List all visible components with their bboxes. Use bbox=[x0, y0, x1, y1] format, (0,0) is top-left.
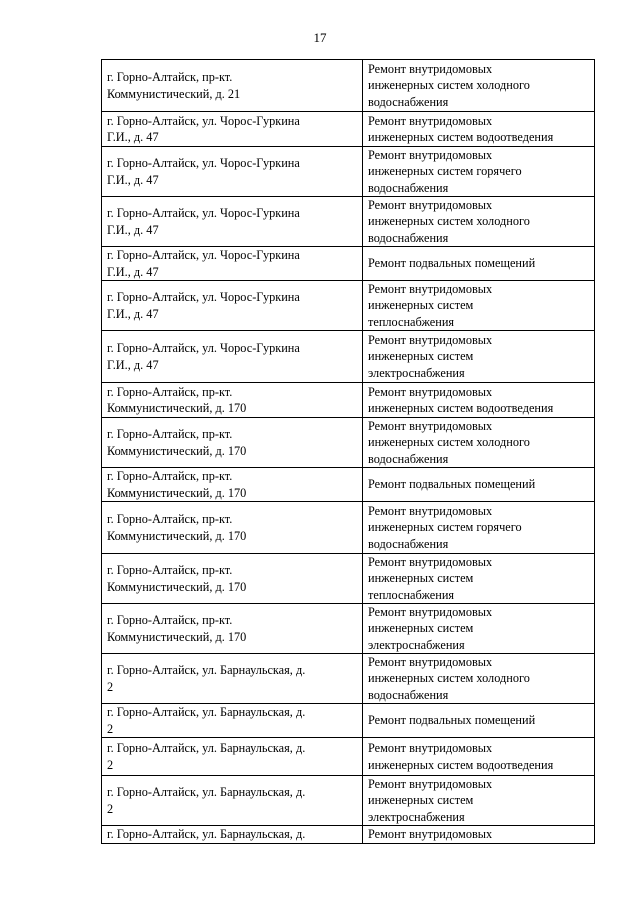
address-cell bbox=[102, 826, 363, 844]
work-cell-line: Ремонт внутридомовых bbox=[368, 655, 493, 670]
address-cell-line: Коммунистический, д. 170 bbox=[107, 528, 247, 543]
work-cell bbox=[363, 704, 595, 738]
address-cell-line: Г.И., д. 47 bbox=[107, 357, 159, 372]
address-cell bbox=[102, 776, 363, 826]
work-cell bbox=[363, 826, 595, 844]
work-cell-line: инженерных систем bbox=[368, 621, 474, 636]
work-cell-line: водоснабжения bbox=[368, 536, 449, 551]
work-cell bbox=[363, 738, 595, 776]
address-cell bbox=[102, 147, 363, 197]
address-cell-line: Г.И., д. 47 bbox=[107, 222, 159, 237]
work-cell-line: инженерных систем холодного bbox=[368, 435, 530, 450]
page-number: 17 bbox=[313, 30, 327, 45]
work-cell bbox=[363, 147, 595, 197]
work-cell-line: инженерных систем горячего bbox=[368, 520, 522, 535]
work-cell-line: Ремонт подвальных помещений bbox=[368, 477, 536, 492]
address-cell-line: г. Горно-Алтайск, ул. Чорос-Гуркина bbox=[107, 206, 300, 221]
work-cell bbox=[363, 197, 595, 247]
table-row bbox=[102, 468, 595, 502]
address-cell-line: г. Горно-Алтайск, ул. Барнаульская, д. bbox=[107, 785, 306, 800]
work-cell-line: Ремонт внутридомовых bbox=[368, 198, 493, 213]
table-row bbox=[102, 197, 595, 247]
repair-table-body bbox=[102, 60, 595, 844]
work-cell-line: теплоснабжения bbox=[368, 587, 455, 602]
table-row bbox=[102, 60, 595, 112]
work-cell bbox=[363, 418, 595, 468]
table-row bbox=[102, 281, 595, 331]
work-cell bbox=[363, 654, 595, 704]
address-cell-line: Коммунистический, д. 170 bbox=[107, 401, 247, 415]
work-cell-line: инженерных систем горячего bbox=[368, 164, 522, 179]
work-cell bbox=[363, 383, 595, 418]
work-cell-line: инженерных систем холодного bbox=[368, 214, 530, 229]
address-cell-line: Г.И., д. 47 bbox=[107, 264, 159, 279]
table-row bbox=[102, 554, 595, 604]
work-cell-line: водоснабжения bbox=[368, 94, 449, 109]
address-cell-line: г. Горно-Алтайск, ул. Барнаульская, д. bbox=[107, 663, 306, 678]
address-cell bbox=[102, 197, 363, 247]
work-cell bbox=[363, 776, 595, 826]
address-cell-line: г. Горно-Алтайск, пр-кт. bbox=[107, 70, 233, 85]
table-row bbox=[102, 502, 595, 554]
address-cell-line: г. Горно-Алтайск, ул. Барнаульская, д. bbox=[107, 705, 306, 720]
address-cell bbox=[102, 247, 363, 281]
work-cell-line: Ремонт внутридомовых bbox=[368, 741, 493, 756]
address-cell-line: Г.И., д. 47 bbox=[107, 130, 159, 144]
address-cell bbox=[102, 383, 363, 418]
work-cell-line: электроснабжения bbox=[368, 365, 465, 380]
address-cell bbox=[102, 331, 363, 383]
table-row bbox=[102, 776, 595, 826]
work-cell-line: Ремонт внутридомовых bbox=[368, 113, 493, 128]
work-cell-line: электроснабжения bbox=[368, 637, 465, 652]
work-cell-line: инженерных систем водоотведения bbox=[368, 757, 554, 772]
address-cell bbox=[102, 468, 363, 502]
work-cell bbox=[363, 554, 595, 604]
address-cell-line: г. Горно-Алтайск, ул. Барнаульская, д. bbox=[107, 827, 306, 841]
address-cell-line: г. Горно-Алтайск, пр-кт. bbox=[107, 613, 233, 628]
address-cell-line: г. Горно-Алтайск, пр-кт. bbox=[107, 427, 233, 442]
work-cell-line: инженерных систем bbox=[368, 298, 474, 313]
work-cell-line: инженерных систем bbox=[368, 349, 474, 364]
table-row bbox=[102, 331, 595, 383]
work-cell-line: инженерных систем bbox=[368, 793, 474, 808]
address-cell bbox=[102, 112, 363, 147]
address-cell-line: г. Горно-Алтайск, пр-кт. bbox=[107, 469, 233, 484]
work-cell-line: Ремонт внутридомовых bbox=[368, 827, 493, 842]
address-cell-line: г. Горно-Алтайск, пр-кт. bbox=[107, 384, 233, 399]
repair-table bbox=[101, 59, 595, 844]
table-row bbox=[102, 247, 595, 281]
work-cell-line: Ремонт подвальных помещений bbox=[368, 256, 536, 271]
work-cell-line: инженерных систем водоотведения bbox=[368, 130, 554, 144]
work-cell-line: Ремонт внутридомовых bbox=[368, 555, 493, 570]
work-cell bbox=[363, 468, 595, 502]
work-cell bbox=[363, 60, 595, 112]
address-cell bbox=[102, 554, 363, 604]
address-cell-line: г. Горно-Алтайск, ул. Чорос-Гуркина bbox=[107, 113, 300, 128]
work-cell-line: инженерных систем холодного bbox=[368, 78, 530, 93]
table-row bbox=[102, 418, 595, 468]
work-cell-line: инженерных систем водоотведения bbox=[368, 401, 554, 415]
work-cell-line: Ремонт внутридомовых bbox=[368, 777, 493, 792]
address-cell-line: г. Горно-Алтайск, ул. Барнаульская, д. bbox=[107, 741, 306, 756]
address-cell-line: 2 bbox=[107, 757, 114, 772]
address-cell bbox=[102, 281, 363, 331]
address-cell bbox=[102, 418, 363, 468]
work-cell-line: Ремонт внутридомовых bbox=[368, 148, 493, 163]
table-row bbox=[102, 704, 595, 738]
address-cell bbox=[102, 654, 363, 704]
address-cell-line: Коммунистический, д. 170 bbox=[107, 629, 247, 644]
table-row bbox=[102, 112, 595, 147]
address-cell-line: Г.И., д. 47 bbox=[107, 172, 159, 187]
work-cell-line: Ремонт подвальных помещений bbox=[368, 713, 536, 728]
work-cell bbox=[363, 247, 595, 281]
work-cell-line: водоснабжения bbox=[368, 451, 449, 466]
address-cell-line: Г.И., д. 47 bbox=[107, 306, 159, 321]
address-cell-line: г. Горно-Алтайск, ул. Чорос-Гуркина bbox=[107, 341, 300, 356]
work-cell-line: Ремонт внутридомовых bbox=[368, 282, 493, 297]
address-cell bbox=[102, 604, 363, 654]
table-row bbox=[102, 383, 595, 418]
work-cell-line: Ремонт внутридомовых bbox=[368, 62, 493, 77]
table-row bbox=[102, 654, 595, 704]
address-cell-line: Коммунистический, д. 170 bbox=[107, 579, 247, 594]
work-cell bbox=[363, 112, 595, 147]
work-cell-line: Ремонт внутридомовых bbox=[368, 384, 493, 399]
work-cell-line: Ремонт внутридомовых bbox=[368, 504, 493, 519]
address-cell-line: 2 bbox=[107, 679, 114, 694]
address-cell bbox=[102, 60, 363, 112]
table-row bbox=[102, 826, 595, 844]
address-cell-line: 2 bbox=[107, 801, 114, 816]
address-cell-line: г. Горно-Алтайск, ул. Чорос-Гуркина bbox=[107, 156, 300, 171]
work-cell-line: теплоснабжения bbox=[368, 314, 455, 329]
work-cell-line: водоснабжения bbox=[368, 180, 449, 195]
address-cell-line: 2 bbox=[107, 721, 114, 736]
work-cell-line: инженерных систем холодного bbox=[368, 671, 530, 686]
work-cell-line: электроснабжения bbox=[368, 809, 465, 824]
address-cell-line: Коммунистический, д. 170 bbox=[107, 485, 247, 500]
address-cell-line: г. Горно-Алтайск, пр-кт. bbox=[107, 563, 233, 578]
work-cell bbox=[363, 502, 595, 554]
address-cell bbox=[102, 704, 363, 738]
table-row bbox=[102, 147, 595, 197]
work-cell-line: Ремонт внутридомовых bbox=[368, 419, 493, 434]
address-cell-line: Коммунистический, д. 21 bbox=[107, 86, 241, 101]
work-cell-line: водоснабжения bbox=[368, 687, 449, 702]
address-cell bbox=[102, 738, 363, 776]
work-cell-line: Ремонт внутридомовых bbox=[368, 605, 493, 620]
table-row bbox=[102, 738, 595, 776]
work-cell-line: Ремонт внутридомовых bbox=[368, 333, 493, 348]
work-cell-line: водоснабжения bbox=[368, 230, 449, 245]
address-cell-line: Коммунистический, д. 170 bbox=[107, 443, 247, 458]
address-cell-line: г. Горно-Алтайск, ул. Чорос-Гуркина bbox=[107, 248, 300, 263]
work-cell bbox=[363, 604, 595, 654]
work-cell-line: инженерных систем bbox=[368, 571, 474, 586]
address-cell-line: г. Горно-Алтайск, пр-кт. bbox=[107, 512, 233, 527]
work-cell bbox=[363, 281, 595, 331]
address-cell-line: г. Горно-Алтайск, ул. Чорос-Гуркина bbox=[107, 290, 300, 305]
address-cell bbox=[102, 502, 363, 554]
table-row bbox=[102, 604, 595, 654]
work-cell bbox=[363, 331, 595, 383]
